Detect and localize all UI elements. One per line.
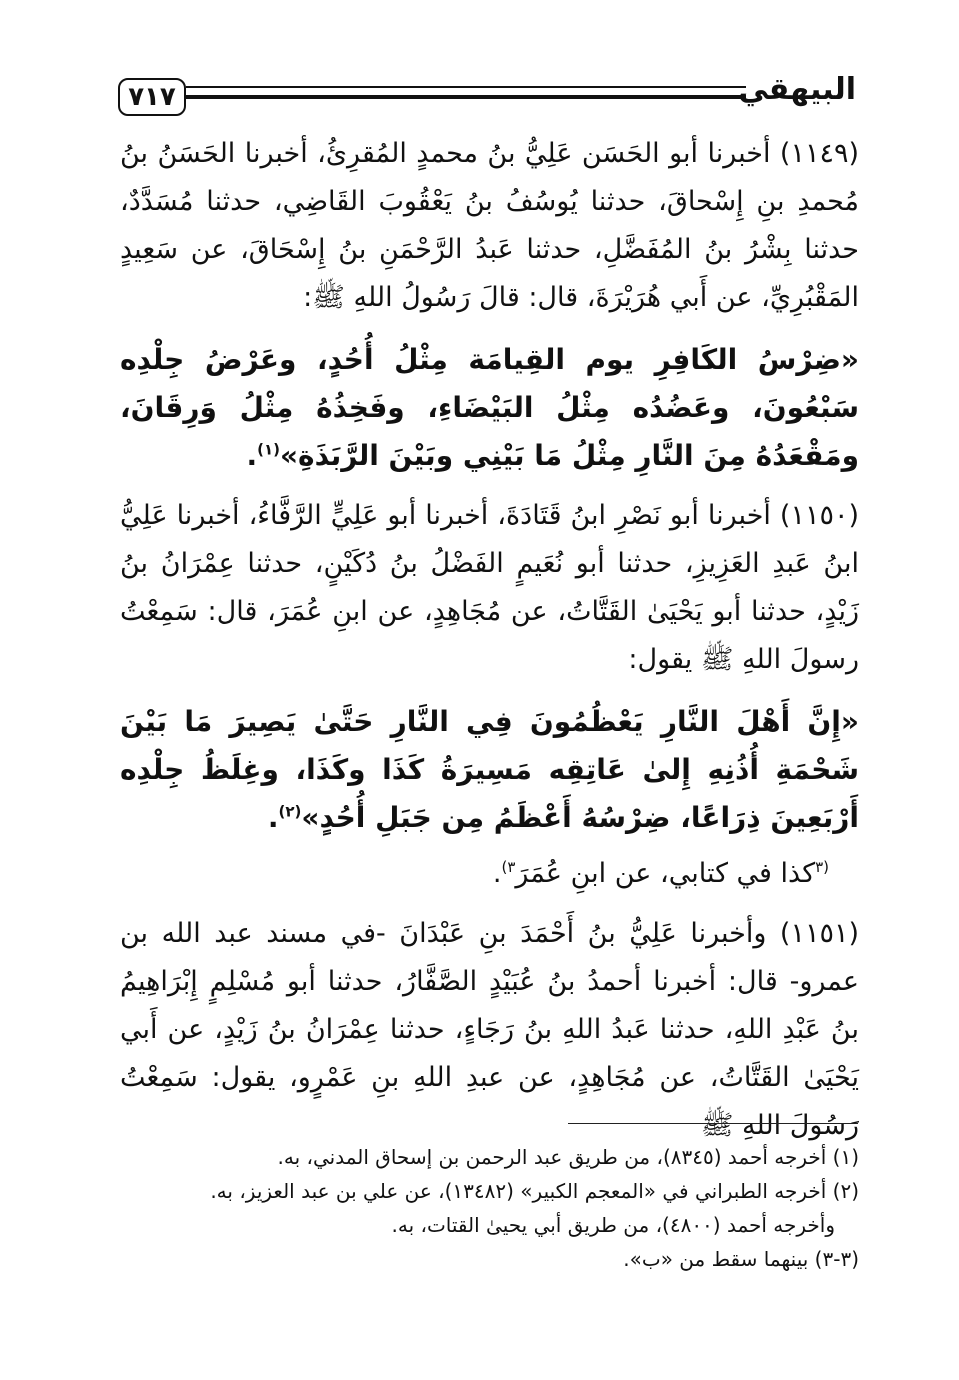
footnote-ref-1: (١) bbox=[257, 440, 280, 459]
footnote-ref-3-end: ٣) bbox=[501, 858, 516, 876]
editor-note-text: كذا في كتابي، عن ابنِ عُمَرَ bbox=[515, 858, 816, 889]
header-rule bbox=[186, 86, 746, 99]
book-title: البيهقي bbox=[738, 72, 856, 107]
footnote-3: (٣-٣) بينهما سقط من «ب». bbox=[623, 1247, 859, 1271]
footnote-2-continued: وأخرجه أحمد (٤٨٠٠)، من طريق أبي يحيىٰ القتات، به. bbox=[391, 1213, 835, 1237]
footnote-2: (٢) أخرجه الطبراني في «المعجم الكبير» (١٣٤٨٢)، عن علي بن عبد العزيز، به. bbox=[210, 1179, 859, 1203]
hadith-1149-matn: «ضِرْسُ الكَافِرِ يوم القِيامَة مِثْلُ أُحُدٍ، وعَرْضُ جِلْدِه سَبْعُونَ، وعَضُدُه مِثْلُ البَيْضَاءِ، وفَخِذُهُ مِثْلُ وَرِقَانَ، ومَقْعَدُهُ مِنَ النَّارِ مِثْلُ مَا بَيْنِي وبَيْنَ الرَّبَذَةِ» bbox=[120, 343, 859, 472]
hadith-1149-text: «ضِرْسُ الكَافِرِ يوم القِيامَة مِثْلُ أُحُدٍ، وعَرْضُ جِلْدِه سَبْعُونَ، وعَضُدُه مِثْلُ البَيْضَاءِ، وفَخِذُهُ مِثْلُ وَرِقَانَ، ومَقْعَدُهُ مِنَ النَّارِ مِثْلُ مَا بَيْنِي وبَيْنَ الرَّبَذَةِ»$^{(١)}$. bbox=[120, 343, 859, 472]
hadith-1149-chain: (١١٤٩) أخبرنا أبو الحَسَن عَلِيُّ بنُ محمدٍ المُقرِئُ، أخبرنا الحَسَنُ بنُ مُحمدِ بنِ إِسْحاقَ، حدثنا يُوسُفُ بنُ يَعْقُوبَ القَاضِي، حدثنا مُسَدَّدٌ، حدثنا بِشْرُ بنُ المُفَضَّلِ، حدثنا عَبدُ الرَّحْمَنِ بنُ إِسْحَاقَ، عن سَعِيدٍ المَقْبُرِيِّ، عن أَبي هُرَيْرَةَ، قال: قالَ رَسُولُ اللهِ ﷺ: bbox=[120, 138, 859, 313]
footnotes bbox=[120, 1140, 859, 1276]
hadith-1150-chain: (١١٥٠) أخبرنا أبو نَصْرِ ابنُ قَتَادَةَ، أخبرنا أبو عَلِيٍّ الرَّفَّاءُ، أخبرنا عَلِيُّ ابنُ عَبدِ العَزِيزِ، حدثنا أبو نُعَيمٍ الفَضْلُ بنُ دُكَيْنٍ، حدثنا عِمْرَانُ بنُ زَيْدٍ، حدثنا أبو يَحْيَىٰ القَتَّاتُ، عن مُجَاهِدٍ، عن ابنِ عُمَرَ، قال: سَمِعْتُ رسولَ اللهِ ﷺ يقول: bbox=[120, 500, 859, 675]
page-header bbox=[118, 72, 856, 120]
footnote-separator bbox=[568, 1123, 858, 1124]
footnote-ref-2: (٢) bbox=[278, 802, 302, 821]
hadith-1150-matn: «إِنَّ أَهْلَ النَّارِ يَعْظُمُونَ فِي النَّارِ حَتَّىٰ يَصِيرَ مَا بَيْنَ شَحْمَةِ أُذُنِهِ إِلىٰ عَاتِقِه مَسِيرَةُ كَذَا وكَذَا، وغِلَظُ جِلْدِه أَرْبَعِينَ ذِرَاعًا، ضِرْسُهُ أَعْظَمُ مِن جَبَلِ أُحُدٍ» bbox=[120, 705, 859, 834]
editor-note: $^{(٣}$كذا في كتابي، عن ابنِ عُمَرَ$^{٣)}$. bbox=[492, 858, 829, 889]
main-text bbox=[120, 130, 859, 1150]
page-number: ٧١٧ bbox=[118, 78, 186, 116]
hadith-1150-text: «إِنَّ أَهْلَ النَّارِ يَعْظُمُونَ فِي النَّارِ حَتَّىٰ يَصِيرَ مَا بَيْنَ شَحْمَةِ أُذُنِهِ إِلىٰ عَاتِقِه مَسِيرَةُ كَذَا وكَذَا، وغِلَظُ جِلْدِه أَرْبَعِينَ ذِرَاعًا، ضِرْسُهُ أَعْظَمُ مِن جَبَلِ أُحُدٍ»$^{(٢)}$. bbox=[120, 705, 859, 834]
footnote-1: (١) أخرجه أحمد (٨٣٤٥)، من طريق عبد الرحمن بن إسحاق المدني، به. bbox=[277, 1145, 859, 1169]
footnote-ref-3-start: (٣ bbox=[815, 858, 829, 876]
hadith-1151-chain: (١١٥١) وأخبرنا عَلِيُّ بنُ أَحْمَدَ بنِ عَبْدَانَ -في مسند عبد الله بن عمرو- قال: أخبرنا أحمدُ بنُ عُبَيْدٍ الصَّفَّارُ، حدثنا أبو مُسْلِمٍ إِبْرَاهِيمُ بنُ عَبْدِ اللهِ، حدثنا عَبدُ اللهِ بنُ رَجَاءٍ، حدثنا عِمْرَانُ بنُ زَيْدٍ، عن أَبي يَحْيَىٰ القَتَّاتُ، عن مُجَاهِدٍ، عن عبدِ اللهِ بنِ عَمْرٍو، يقول: سَمِعْتُ رَسُولَ اللهِ ﷺ bbox=[120, 918, 859, 1141]
